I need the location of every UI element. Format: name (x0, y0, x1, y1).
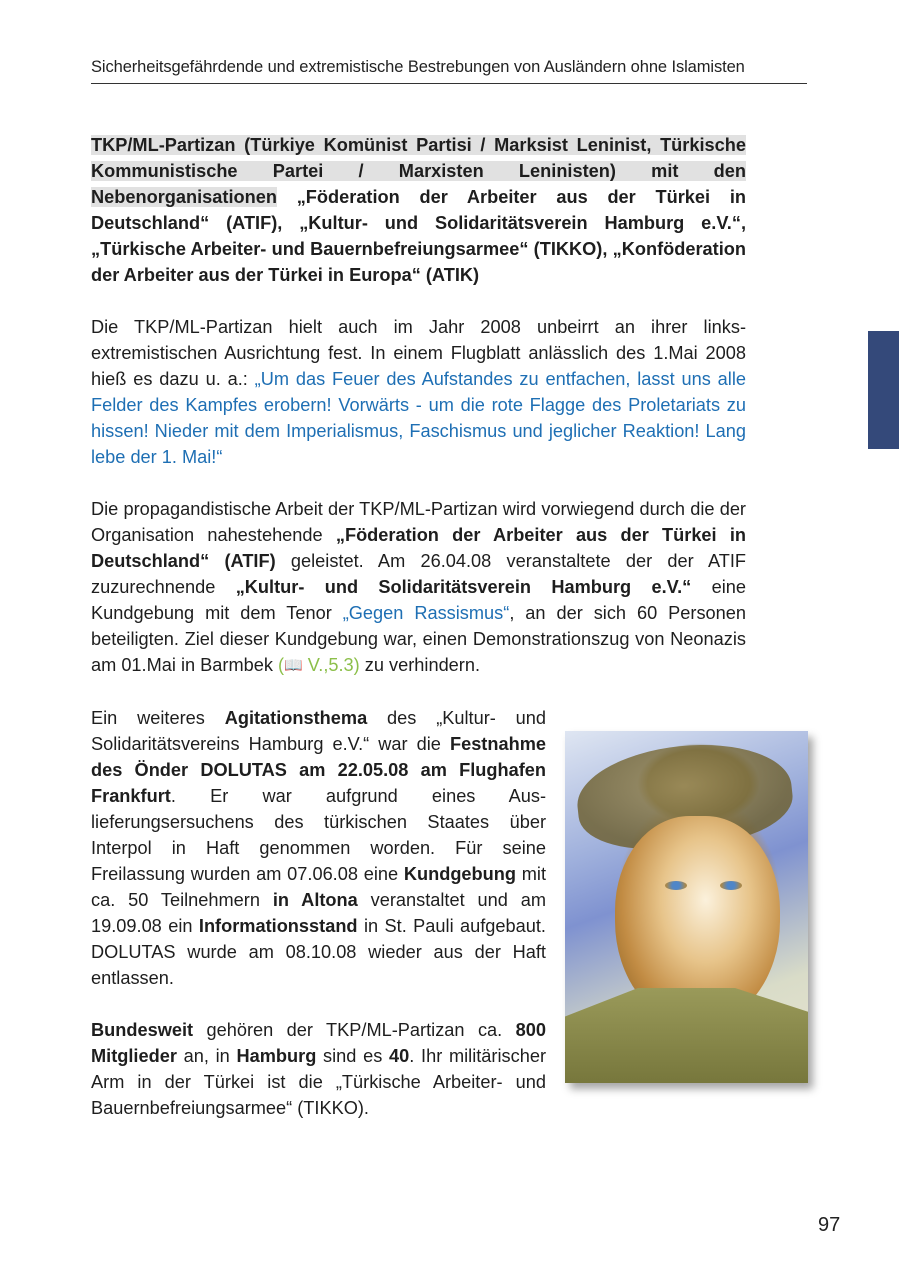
paragraph-text: in St. Pauli aufgebaut. DOLUTAS wurde am 08.10.08 wieder aus der Haft entlassen. (91, 916, 546, 988)
paragraph-text: eine Kundgebung mit dem Tenor (91, 577, 746, 623)
page-number: 97 (818, 1214, 841, 1236)
paragraph-text: sind es (316, 1046, 390, 1066)
cross-reference-link[interactable] (278, 655, 360, 675)
chapter-tab-marker (868, 331, 899, 449)
paragraph-text: , an der sich 60 Personen beteiligten. Ziel dieser Kundgebung war, einen Demonstrationszug von Neonazis am 01.Mai in Barmbek (91, 603, 746, 675)
bold-term: in Altona (272, 890, 358, 910)
paragraph-propaganda (91, 496, 746, 679)
paragraph-text: . Ihr militärischer Arm in der Türkei ist die „Türkische Arbeiter- und Bauernbefreiungsarmee“ (TIKKO). (91, 1046, 546, 1118)
bold-term: Informationsstand (198, 916, 358, 936)
bold-term: Agitationsthema (224, 708, 368, 728)
paragraph-flyer (91, 314, 746, 470)
org-name-atif: „Föderation der Arbeiter aus der Türkei in Deutschland“ (ATIF) (91, 525, 746, 571)
book-icon: 📖 (284, 657, 303, 674)
paragraph-text: Die TKP/ML-Partizan hielt auch im Jahr 2008 unbeirrt an ihrer linksextremistischen Ausrichtung fest. In einem Flugblatt anlässlich des 1.Mai 2008 hieß es dazu u. a.: (91, 317, 746, 389)
paragraph-text: gehören der TKP/ML-Partizan ca. (193, 1020, 516, 1040)
heading-rest-text: „Föderation der Arbeiter aus der Türkei in Deutschland“ (ATIF), „Kultur- und Solidaritätsverein Hamburg e.V.“, „Türkische Arbeiter- und Bauernbefreiungsarmee“ (TIKKO), „Konföderation der Arbeiter aus der Türkei in Europa“ (ATIK) (91, 187, 746, 285)
flyer-quote: „Um das Feuer des Aufstandes zu entfachen, lasst uns alle Felder des Kampfes erobern! Vorwärts - um die rote Flagge des Proletariats zu hissen! Nieder mit dem Imperialismus, Faschismus und jeglicher Reaktion! Lang lebe der 1. Mai!“ (91, 369, 746, 467)
heading-highlighted-text: TKP/ML-Partizan (Türkiye Komünist Partisi / Marksist Leninist, Türkische Kommunistische Partei / Marxisten Leninisten) mit den Nebenorganisationen (91, 135, 746, 207)
paragraph-text: Die propagandistische Arbeit der TKP/ML-Partizan wird vorwiegend durch die der Organisation nahestehende (91, 499, 746, 545)
bold-term: Festnahme des Önder DOLUTAS am 22.05.08 am Flughafen Frankfurt (91, 734, 546, 806)
ref-label: V.,5.3) (302, 655, 360, 675)
ref-paren: ( (278, 655, 285, 675)
paragraph-text: des „Kultur- und Solidaritätsvereins Hamburg e.V.“ war die (91, 708, 547, 754)
portrait-eye-left (665, 881, 687, 890)
paragraph-text: mit ca. 50 Teilnehmern (91, 864, 546, 910)
bold-term: Bundesweit (91, 1020, 194, 1040)
bold-term: 40 (389, 1046, 410, 1066)
bold-term: Kundgebung (403, 864, 516, 884)
paragraph-text: zu verhindern. (359, 655, 481, 675)
rally-motto-quote: „Gegen Rassismus“ (342, 603, 510, 623)
paragraph-membership (91, 1017, 546, 1121)
paragraph-text: geleistet. Am 26.04.08 veranstaltete der der ATIF zuzurechnende (91, 551, 746, 597)
paragraph-agitation (91, 705, 546, 991)
section-heading (91, 132, 746, 288)
paragraph-text: veranstaltet und am 19.09.08 ein (91, 890, 546, 936)
portrait-eye-right (720, 881, 742, 890)
bold-term: Hamburg (236, 1046, 317, 1066)
org-name-kultur-verein: „Kultur- und Solidaritätsverein Hamburg e.V.“ (235, 577, 692, 597)
portrait-jacket (565, 988, 808, 1083)
paragraph-text: Ein weiteres (91, 708, 225, 728)
paragraph-text: . Er war aufgrund eines Auslieferungsersuchens des türkischen Staates über Interpol in Haft genommen worden. Für seine Freilassung wurden am 07.06.08 eine (91, 786, 546, 884)
paragraph-text: an, in (176, 1046, 237, 1066)
running-header: Sicherheitsgefährdende und extremistische Bestrebungen von Ausländern ohne Islamisten (91, 58, 807, 84)
bold-term: 800 Mitglieder (91, 1020, 546, 1066)
portrait-image (565, 731, 808, 1083)
